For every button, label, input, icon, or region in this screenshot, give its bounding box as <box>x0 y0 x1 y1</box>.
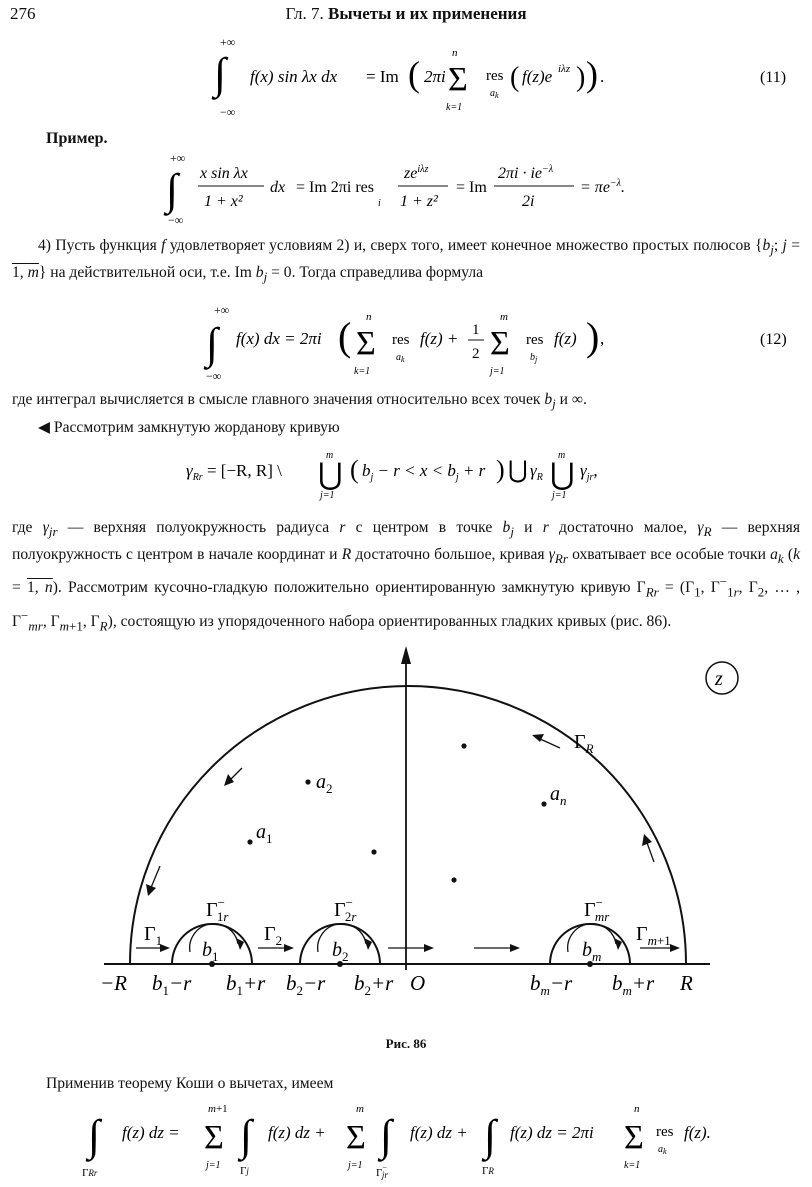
res-sub-2: $b_j$ <box>530 352 538 364</box>
sum-1: Σ <box>356 325 376 362</box>
union-top: m <box>326 450 334 461</box>
formula-final <box>80 1096 780 1182</box>
union-3: ⋃ <box>550 458 575 491</box>
point-an <box>541 801 546 806</box>
upper-limit: +∞ <box>170 151 186 165</box>
gamma-r: $\gamma_R$ <box>530 461 543 483</box>
union-bottom: j=1 <box>320 490 335 501</box>
paragraph-gamma: где $\gamma_{jr}$ — верхняя полуокружность радиуса r с центром в точке $b_j$ и r достаточно малое, $\gamma_R$ — верхняя полуокружность с центром в начале координат и R достаточно большое, кривая $\gamma_{Rr}$ охватывает все особые точки $a_k$ (k = 1, n). Рассмотрим кусочно-гладкую положительно ориентированную замкнутую кривую $\Gamma_{Rr} = (\Gamma_1$, $\Gamma^-_{1r}$, $\Gamma_2$, … , $\Gamma^-_{mr}$, $\Gamma_{m+1}$, $\Gamma_R$), состоящую из упорядоченного набора ориентированных гладких кривых (рис. 86). <box>12 519 801 633</box>
formula-gamma <box>180 446 680 504</box>
point-a1 <box>247 839 252 844</box>
res: res <box>486 68 504 84</box>
term-4: f(z) dz = 2πi <box>510 1123 594 1142</box>
chapter-title: Вычеты и их применения <box>328 4 527 23</box>
label-g2r: Γ− 2r <box>334 895 357 924</box>
sum-bottom-3: k=1 <box>624 1160 641 1171</box>
res-sub: i <box>378 198 381 209</box>
label-b1: $b_1$ <box>202 939 219 964</box>
sum-bottom: j=1 <box>206 1160 221 1171</box>
integral-3: ∫ <box>380 1111 393 1160</box>
term-1: f(z) dz = <box>122 1123 180 1142</box>
sum-top-2: m <box>356 1103 364 1115</box>
label-gamma2: $\Gamma_2$ <box>264 923 283 948</box>
sum-top: m+1 <box>208 1103 228 1115</box>
numerator3: $2\pi i \cdot ie^{-\lambda}$ <box>498 164 554 182</box>
eq-number-12: (12) <box>760 331 787 348</box>
text-cauchy-content: Применив теорему Коши о вычетах, имеем <box>46 1075 334 1092</box>
inner-paren: ( <box>510 62 520 93</box>
paren-close: ) <box>586 54 598 94</box>
res-sub: $a_k$ <box>490 88 499 100</box>
numerator2: $ze^{i\lambda z}$ <box>404 164 429 182</box>
sum-3: Σ <box>624 1119 644 1156</box>
formula-12 <box>190 300 790 388</box>
example-label: Пример. <box>46 130 108 147</box>
eq-im2: = Im <box>456 179 487 196</box>
term-2: f(z) dz + <box>268 1123 326 1142</box>
arrow-head <box>224 774 234 786</box>
inner-paren-close: ) <box>576 62 586 93</box>
figure-caption: Рис. 86 <box>385 1036 427 1051</box>
label-r: R <box>680 971 693 995</box>
int-sub-4: ΓR <box>482 1165 494 1177</box>
label-a2: $a_2$ <box>316 771 333 796</box>
interval: $b_j - r < x < b_j + r$ <box>362 461 486 483</box>
label-b1-plus-r: $b_1+r$ <box>226 971 266 998</box>
label-gamma-m1: $\Gamma_{m+1}$ <box>636 923 671 948</box>
upper-limit: +∞ <box>220 35 236 49</box>
example-formula <box>160 148 720 228</box>
text-cauchy <box>12 1072 800 1095</box>
label-bm-minus-r: $b_m-r$ <box>530 971 573 998</box>
sum-bottom-2: j=1 <box>348 1160 363 1171</box>
text-principal-value: где интеграл вычисляется в смысле главного значения относительно всех точек $b_j$ и ∞. <box>12 391 587 412</box>
imag-axis-arrow <box>401 646 411 664</box>
two-pi-i: 2πi <box>424 67 446 86</box>
res: res <box>656 1124 674 1140</box>
paren: ) <box>496 455 505 484</box>
point-interior <box>371 849 376 854</box>
paren-open: ( <box>338 314 352 359</box>
sum-2: Σ <box>346 1119 366 1156</box>
text-consider: ◀ Рассмотрим замкнутую жорданову кривую <box>38 419 340 436</box>
union-1: ⋃ <box>318 458 343 491</box>
label-an: $a_n$ <box>550 783 567 808</box>
denominator: 1 + x² <box>204 193 243 210</box>
label-b1-minus-r: $b_1-r$ <box>152 971 192 998</box>
page-number: 276 <box>10 4 36 23</box>
half-num: 1 <box>472 322 480 338</box>
eq-im: = Im 2πi res <box>296 179 374 196</box>
label-b2: $b_2$ <box>332 939 349 964</box>
paragraph-4: 4) Пусть функция f удовлетворяет условиям 2) и, сверх того, имеет конечное множество простых полюсов {$b_j$; j = 1, m} на действительной оси, т.е. Im $b_j = 0$. Тогда справедлива формула <box>12 237 800 285</box>
term-5: f(z). <box>684 1123 711 1142</box>
label-b2-plus-r: $b_2+r$ <box>354 971 394 998</box>
sum-top: n <box>452 47 458 59</box>
upper-limit: +∞ <box>214 303 230 317</box>
arrow-head <box>284 944 294 952</box>
point-interior <box>451 877 456 882</box>
point-interior <box>461 743 466 748</box>
running-header <box>0 4 812 24</box>
lower-limit: −∞ <box>206 369 222 383</box>
fz-1: f(z) + <box>420 329 459 348</box>
arrow-head <box>424 944 434 952</box>
label-bm-plus-r: $b_m+r$ <box>612 971 655 998</box>
integrand: f(x) sin λx dx <box>250 67 338 86</box>
arrow-head <box>532 734 544 742</box>
label-gmr: Γ− mr <box>584 895 610 924</box>
paren-close: ) <box>586 314 600 359</box>
comma: , <box>600 329 605 348</box>
exp-term: f(z)e <box>522 67 553 86</box>
z-label: z <box>715 668 723 690</box>
integral-1: ∫ <box>88 1111 101 1160</box>
label-bm: $b_m$ <box>582 939 602 964</box>
sum-2: Σ <box>490 325 510 362</box>
integral-sign: ∫ <box>214 49 227 98</box>
term-3: f(z) dz + <box>410 1123 468 1142</box>
figure-86 <box>0 640 812 1030</box>
label-g1r: Γ− 1r <box>206 895 229 924</box>
chapter-number: Гл. 7. <box>285 4 324 23</box>
sum-top-3: n <box>634 1103 640 1115</box>
arrow-head <box>146 884 156 896</box>
union-2: ⋃ <box>508 458 528 484</box>
result: = $\pi e^{-\lambda}$. <box>580 178 626 196</box>
union-top: m <box>558 450 566 461</box>
equals: = Im <box>366 67 399 86</box>
gamma-jr: $\gamma_{jr}$, <box>580 461 598 483</box>
gamma-rr: $\gamma_{Rr} = [-R$, R] \ <box>186 461 282 483</box>
axis-labels <box>100 971 693 998</box>
label-origin: O <box>410 971 426 995</box>
int-sub-1: ΓRr <box>82 1167 98 1179</box>
int-sub-3: Γ− jr <box>376 1163 388 1180</box>
res-sub: $a_k$ <box>658 1144 667 1156</box>
label-gamma1: $\Gamma_1$ <box>144 923 163 948</box>
sum-bottom: k=1 <box>446 102 463 113</box>
res-sub-1: $a_k$ <box>396 352 405 364</box>
paren: ( <box>350 455 359 484</box>
integral-4: ∫ <box>484 1111 497 1160</box>
eq-number-11: (11) <box>760 69 787 86</box>
sum-1: Σ <box>204 1119 224 1156</box>
label-gamma-r: $\Gamma_R$ <box>574 731 594 756</box>
lower-limit: −∞ <box>220 105 236 119</box>
arrow-head <box>510 944 520 952</box>
sum-top-1: n <box>366 311 372 323</box>
sum-bottom-2: j=1 <box>490 366 505 377</box>
half-den: 2 <box>472 346 480 362</box>
exp-power: iλz <box>558 63 571 75</box>
period: . <box>600 67 605 86</box>
integral-sign: ∫ <box>166 165 179 214</box>
res-1: res <box>392 332 410 348</box>
fz-2: f(z) <box>554 329 577 348</box>
denominator3: 2i <box>522 193 535 210</box>
formula-11 <box>190 30 790 120</box>
int-sub-2: Γj <box>240 1165 249 1177</box>
sum-sign: Σ <box>448 61 468 98</box>
denominator2: 1 + z² <box>400 193 438 210</box>
label-minus-r: −R <box>100 971 127 995</box>
label-b2-minus-r: $b_2-r$ <box>286 971 326 998</box>
lower-limit: −∞ <box>168 213 184 227</box>
paren-open: ( <box>408 54 420 94</box>
arc-arrow-top-right <box>538 738 560 748</box>
integrand: f(x) dx = 2πi <box>236 329 322 348</box>
numerator: x sin λx <box>200 165 248 182</box>
sum-top-2: m <box>500 311 508 323</box>
point-a2 <box>305 779 310 784</box>
sum-bottom-1: k=1 <box>354 366 371 377</box>
res-2: res <box>526 332 544 348</box>
dx: dx <box>270 179 286 196</box>
arrow-head <box>670 944 680 952</box>
label-a1: $a_1$ <box>256 821 273 846</box>
integral-2: ∫ <box>240 1111 253 1160</box>
union-bottom: j=1 <box>552 490 567 501</box>
integral-sign: ∫ <box>206 319 219 368</box>
